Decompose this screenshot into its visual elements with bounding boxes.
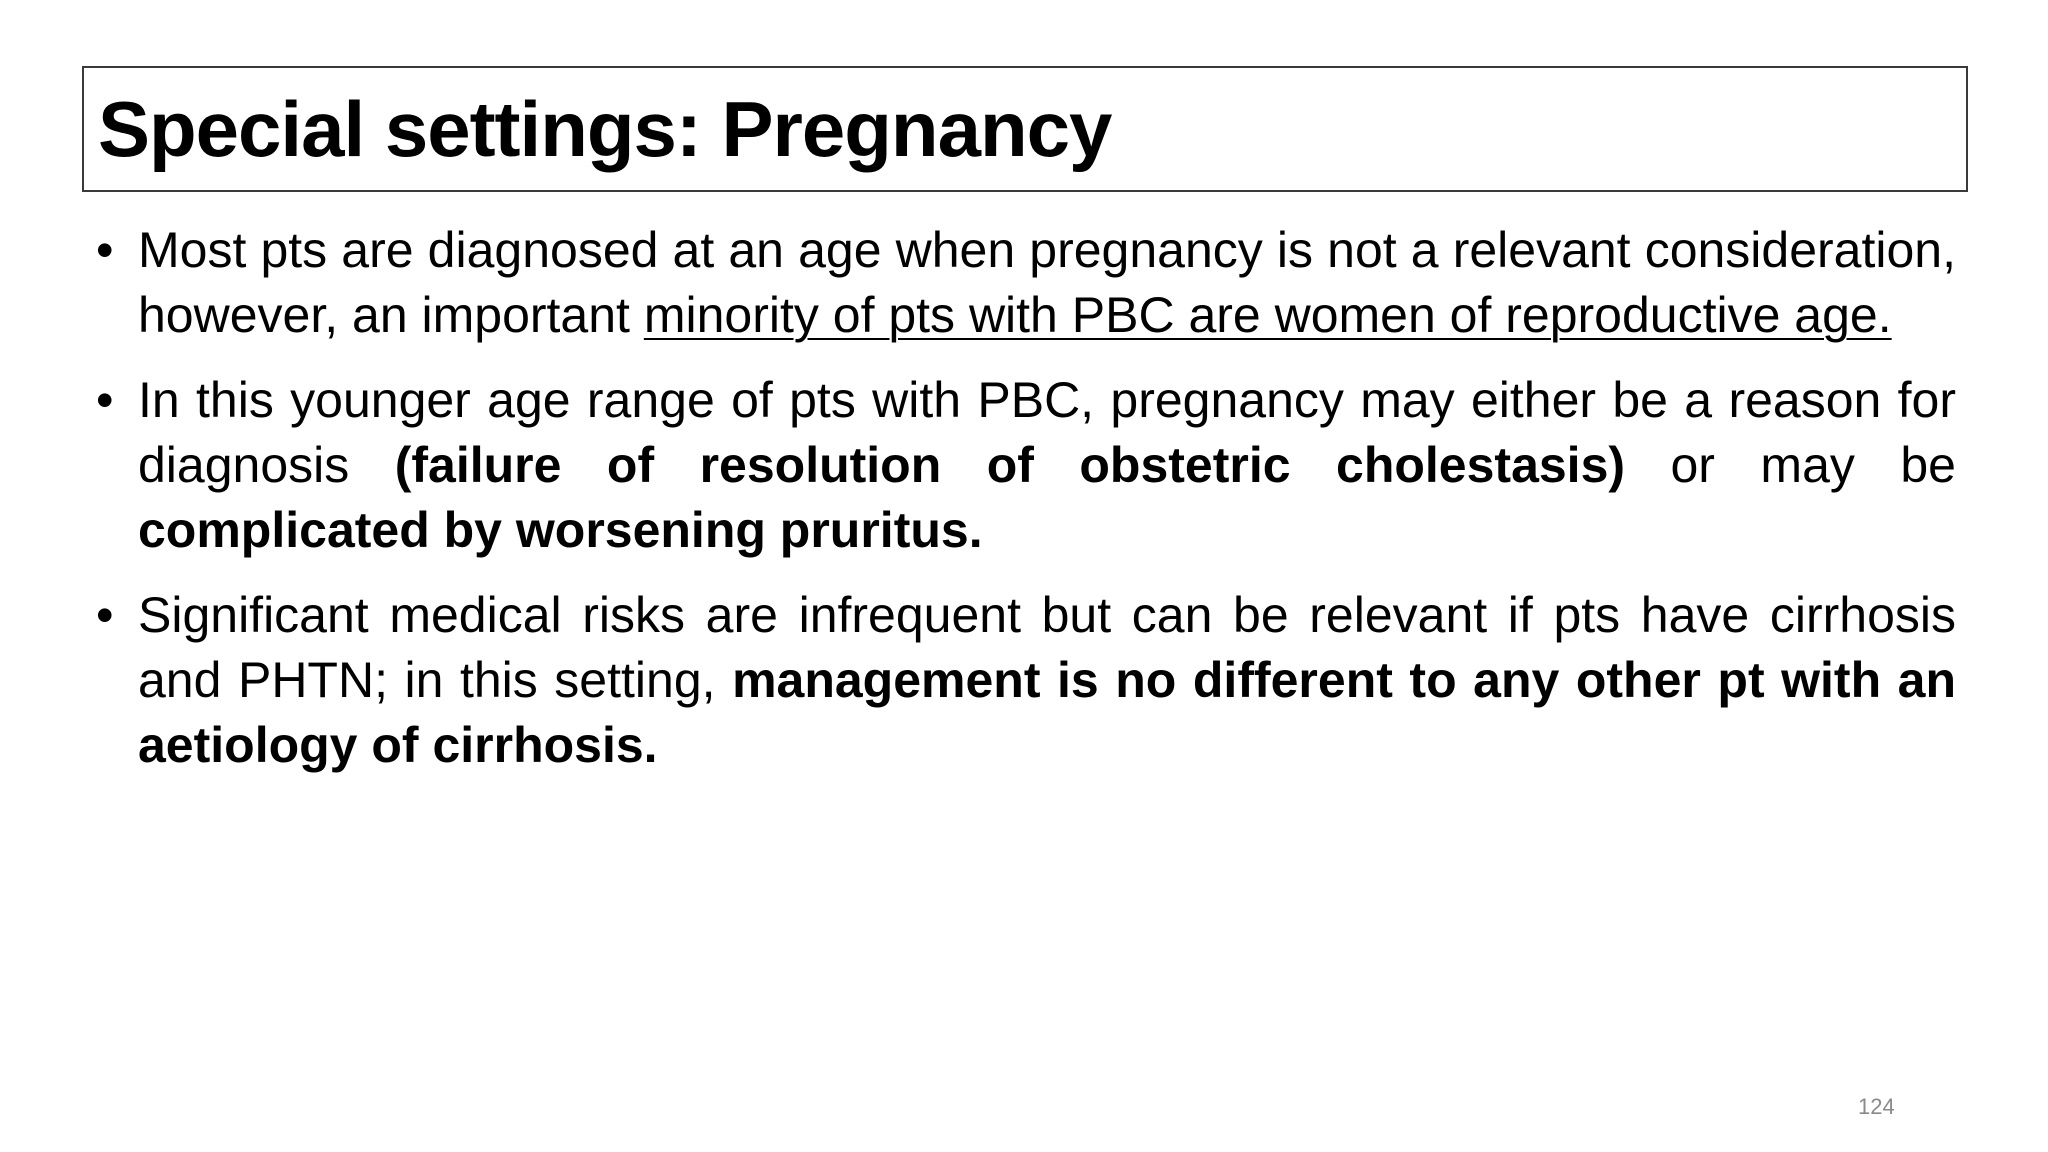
page-number: 124 bbox=[1858, 1094, 1895, 1119]
bullet-list bbox=[96, 218, 1956, 798]
bullet-text-bold: management is no different to any other pt with an aetiology of cirrhosis. bbox=[138, 652, 1956, 773]
bullet-text: Significant medical risks are infrequent but can be relevant if pts have cirrhosis and PHTN; in this setting, bbox=[138, 587, 1956, 708]
bullet-item bbox=[96, 583, 1956, 778]
bullet-text: or may be bbox=[1625, 437, 1956, 493]
bullet-marker: • bbox=[96, 222, 114, 278]
bullet-text: In this younger age range of pts with PBC, pregnancy may either be a reason for diagnosis bbox=[138, 372, 1956, 493]
bullet-marker: • bbox=[96, 372, 114, 428]
bullet-text-bold: complicated by worsening pruritus. bbox=[138, 502, 983, 558]
bullet-text-underlined: minority of pts with PBC are women of reproductive age. bbox=[643, 287, 1892, 343]
bullet-text: Most pts are diagnosed at an age when pregnancy is not a relevant consideration, however, an important bbox=[138, 222, 1956, 343]
bullet-marker: • bbox=[96, 587, 114, 643]
title-box bbox=[82, 66, 1968, 192]
bullet-item bbox=[96, 218, 1956, 348]
slide-title: Special settings: Pregnancy bbox=[98, 85, 1112, 173]
bullet-text-bold: (failure of resolution of obstetric cholestasis) bbox=[394, 437, 1626, 493]
bullet-item bbox=[96, 368, 1956, 563]
